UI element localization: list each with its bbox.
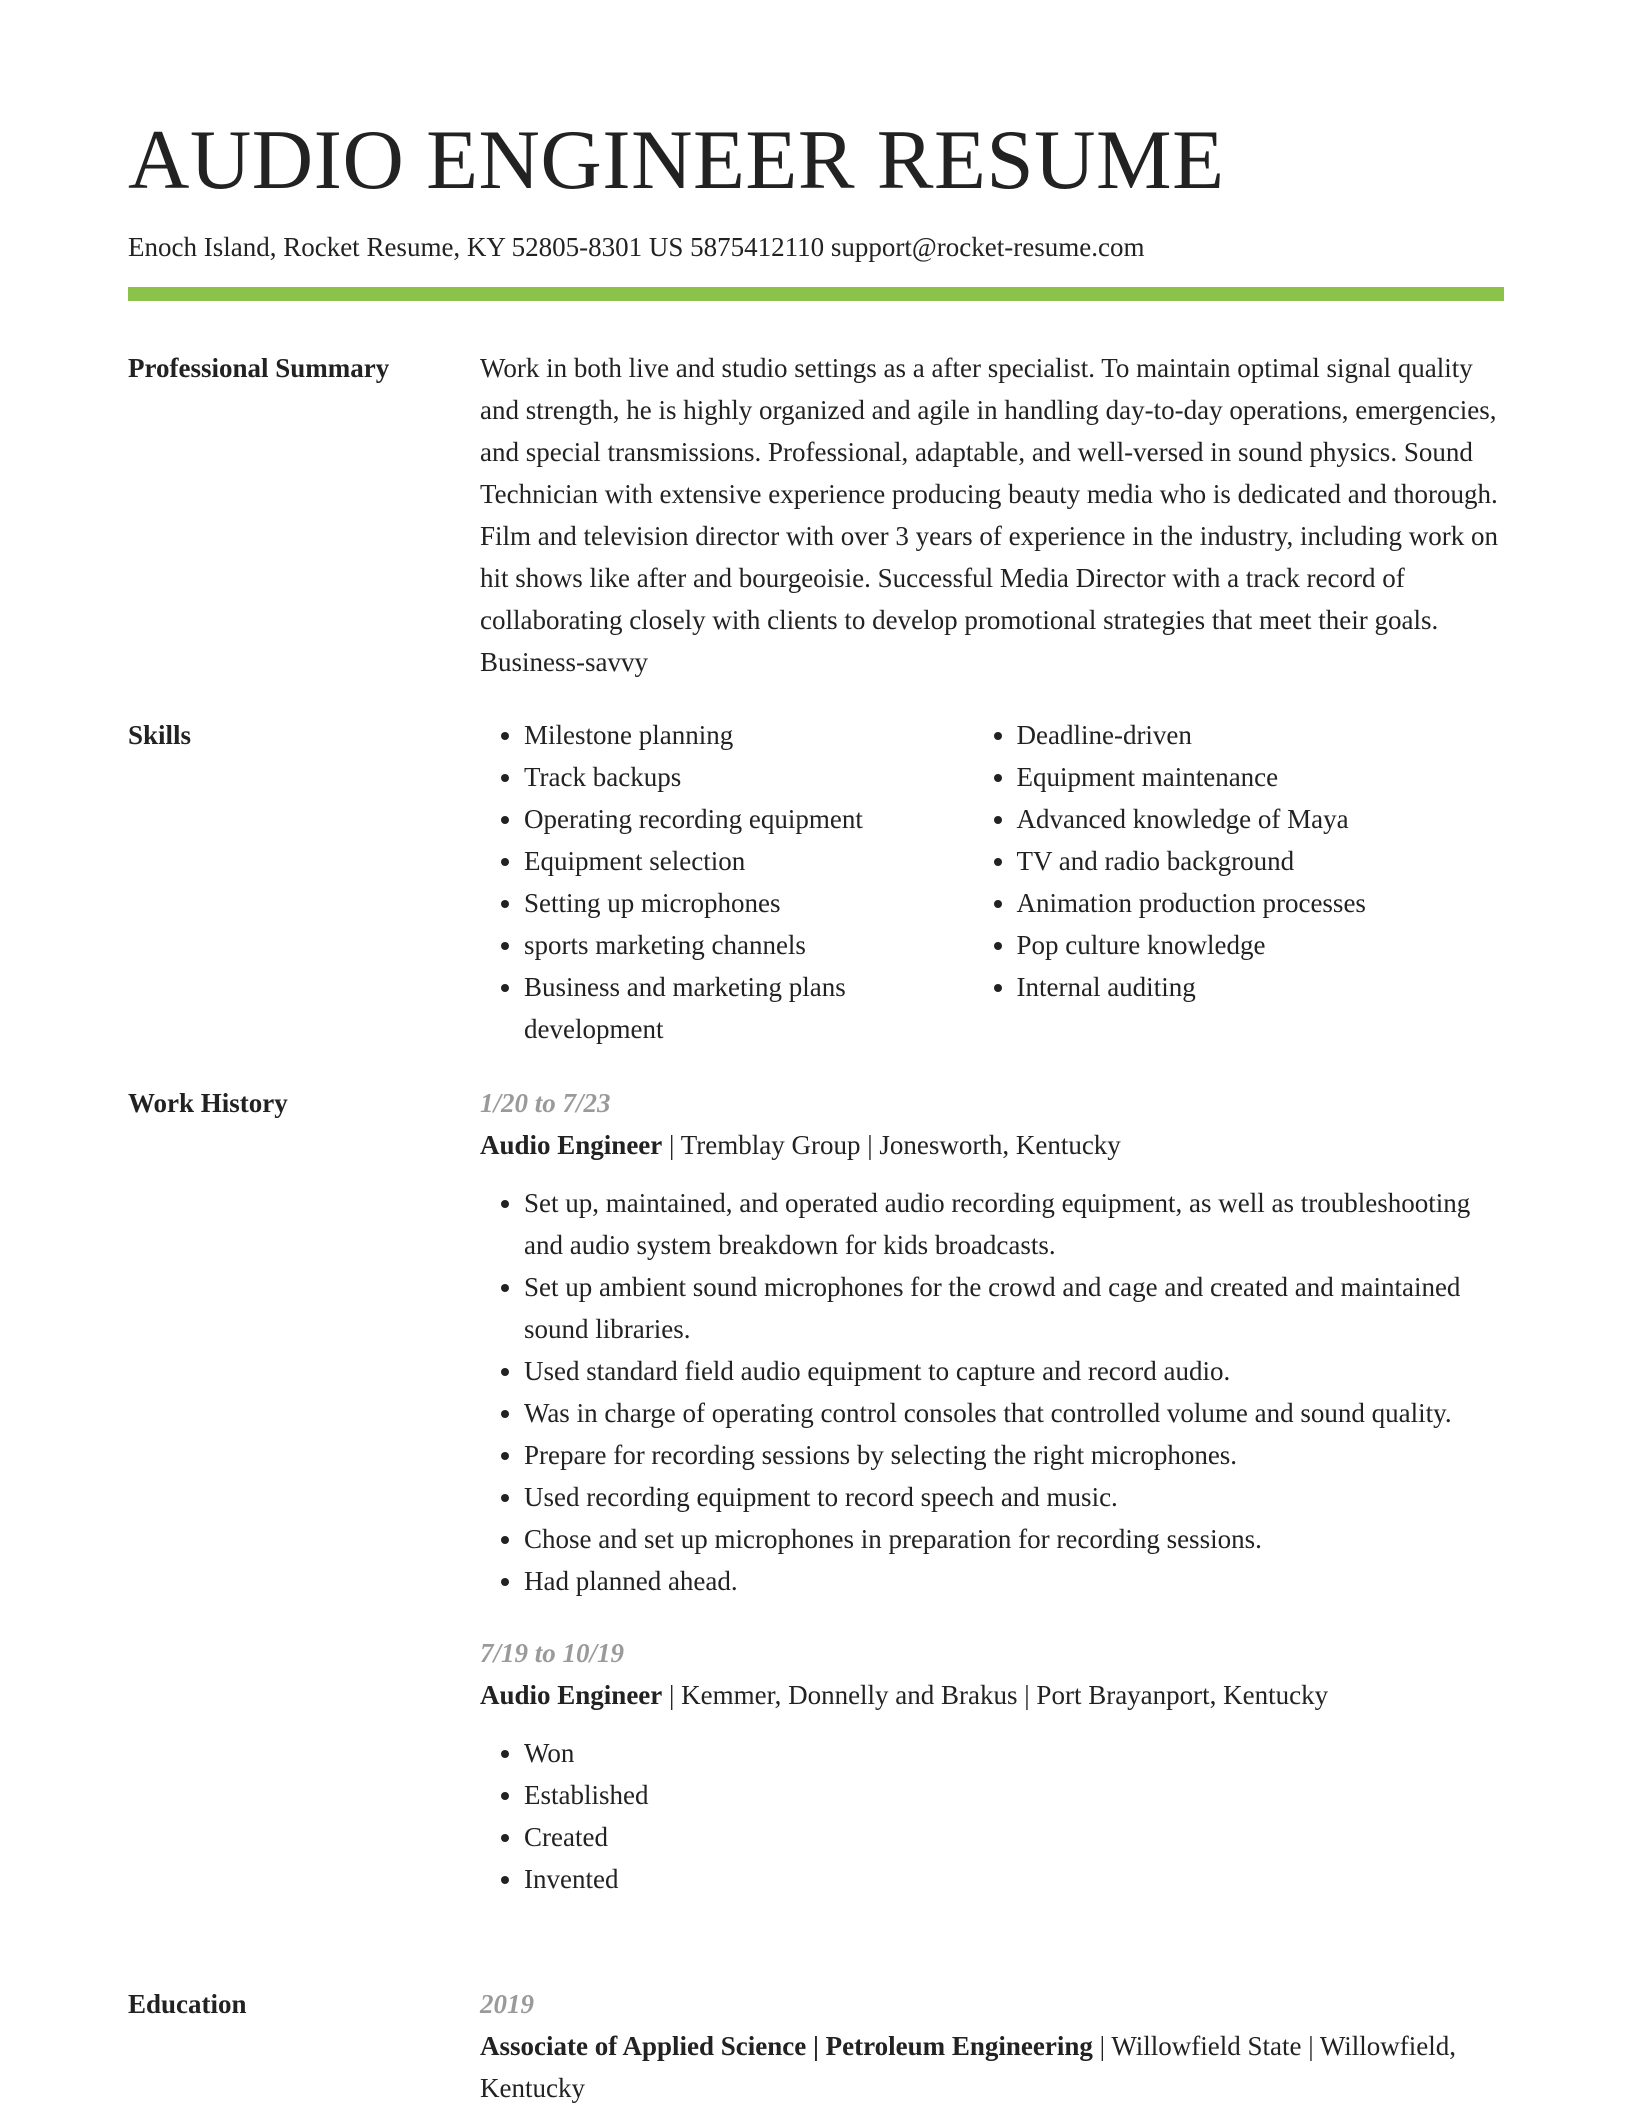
skills-label: Skills [128,720,192,750]
job-bullet: • Set up, maintained, and operated audio recording equipment, as well as troubleshooting and audio system breakdown for kids broadcasts. [524,1182,1504,1266]
job-entry [480,1082,1504,1602]
skill-item: • Equipment maintenance [1017,756,1505,798]
job-bullet: • Used recording equipment to record speech and music. [524,1476,1504,1518]
job-title: Audio Engineer [480,1680,663,1710]
job-bullet: • Chose and set up microphones in preparation for recording sessions. [524,1518,1504,1560]
skill-item: • TV and radio background [1017,840,1505,882]
job-bullet: • Set up ambient sound microphones for the crowd and cage and created and maintained sound libraries. [524,1266,1504,1350]
education-heading [480,2025,1504,2109]
job-dates: 1/20 to 7/23 [480,1088,611,1118]
skill-item: • Animation production processes [1017,882,1505,924]
skill-item: • Business and marketing plans development [524,966,973,1050]
summary-content [480,347,1504,683]
skill-item: • Deadline-driven [1017,714,1505,756]
summary-label: Professional Summary [128,353,390,383]
job-bullet: • Invented [524,1858,1504,1900]
job-entry [480,1632,1504,1900]
job-bullet: • Established [524,1774,1504,1816]
job-bullets [480,1182,1504,1602]
skills-column-2 [973,714,1505,1050]
summary-text: Work in both live and studio settings as a after specialist. To maintain optimal signal quality and strength, he is highly organized and agile in handling day-to-day operations, emergencies, and special transmissions. Professional, adaptable, and well-versed in sound physics. Sound Technician with extensive experience producing beauty media who is dedicated and thorough. Film and television director with over 3 years of experience in the industry, including work on hit shows like after and bourgeoisie. Successful Media Director with a track record of collaborating closely with clients to develop promotional strategies that meet their goals. Business-savvy [480,353,1498,677]
skills-content [480,714,1504,1050]
education-details: | Willowfield State | Willowfield, Kentucky [480,2031,1456,2103]
job-bullets [480,1732,1504,1900]
work-history-content [480,1082,1504,1900]
education-label: Education [128,1989,247,2019]
skills-column-1 [480,714,973,1050]
education-content [480,1983,1504,2109]
skill-item: • Track backups [524,756,973,798]
job-title: Audio Engineer [480,1130,663,1160]
education-degree: Associate of Applied Science | Petroleum Engineering [480,2031,1093,2061]
work-history-label: Work History [128,1088,288,1118]
job-bullet: • Was in charge of operating control consoles that controlled volume and sound quality. [524,1392,1504,1434]
job-dates: 7/19 to 10/19 [480,1638,625,1668]
skill-item: • Pop culture knowledge [1017,924,1505,966]
job-bullet: • Won [524,1732,1504,1774]
job-bullet: • Created [524,1816,1504,1858]
skill-item: • Operating recording equipment [524,798,973,840]
education-year: 2019 [480,1989,534,2019]
skill-item: • Milestone planning [524,714,973,756]
contact-line: Enoch Island, Rocket Resume, KY 52805-8301 US 5875412110 support@rocket-resume.com [128,232,1145,262]
skill-item: • sports marketing channels [524,924,973,966]
job-details: | Kemmer, Donnelly and Brakus | Port Brayanport, Kentucky [662,1680,1329,1710]
skill-item: • Equipment selection [524,840,973,882]
job-heading [480,1674,1504,1716]
job-bullet: • Prepare for recording sessions by selecting the right microphones. [524,1434,1504,1476]
job-bullet: • Had planned ahead. [524,1560,1504,1602]
resume-title: AUDIO ENGINEER RESUME [128,113,1225,207]
skill-item: • Advanced knowledge of Maya [1017,798,1505,840]
skill-item: • Setting up microphones [524,882,973,924]
job-heading [480,1124,1504,1166]
job-details: | Tremblay Group | Jonesworth, Kentucky [662,1130,1121,1160]
skill-item: • Internal auditing [1017,966,1505,1008]
accent-divider [128,287,1504,301]
job-bullet: • Used standard field audio equipment to capture and record audio. [524,1350,1504,1392]
